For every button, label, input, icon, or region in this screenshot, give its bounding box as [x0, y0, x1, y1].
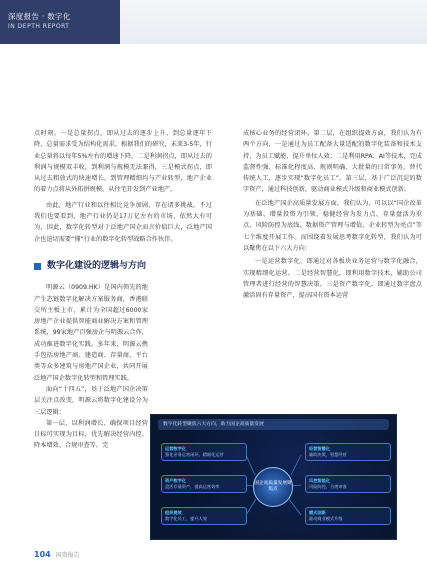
section-title-text: 数字化建设的逻辑与方向 — [47, 260, 147, 271]
figure-box-text: 盘活存量资产，提高运营效率 — [165, 484, 220, 489]
page-header — [0, 0, 427, 44]
right-para-3: 一是运营数字化，即通过对各板块业务运营与数字化融合，实现精细化运营。二是经营智慧化，即利用数字技术，辅助公司管理者进行经营的智慧决策。三是资产数字化，即通过数字盘点激活固有存量资产，提高国有资本运营 — [243, 258, 422, 300]
right-para-2: 在泛地产国企高质量发展方面，我们认为，可以以“国企改革为基础、增量投资为引领、稳健经营为发力点、存量盘活为重点、风险防控为底线、数据资产管理与增值、企业转型为亮点”等七个维度开展工作。而围绕着发展思考数字化转型，我们认为可以聚焦在以下六大方向： — [243, 199, 422, 252]
figure-box-title: 风控智能化 — [309, 478, 330, 483]
left-para-3: 明源云（0909.HK）是国内领先的地产生态链数字化解决方案服务商，香港联交所主板上市，累计为全国超过6000家房地产企业提供智能商业解决方案和管理系统，99家地产百强房企与明源云合作，成功推进数字化实践。多年来，明源云携手包括房地产商、建造商、存量商、平台类等众多建筑与房地产国企业，共同开展泛地产国企数字化转型和管理实践。 — [34, 284, 148, 382]
section-title — [34, 261, 212, 272]
left-column — [34, 128, 212, 452]
figure-box-text: 辅助决策，智慧经营 — [309, 452, 347, 457]
magazine-name: 国资报告 — [55, 552, 80, 559]
figure-box-text: 风险防控，合规审查 — [309, 484, 347, 489]
header-subtitle: IN DEPTH REPORT — [8, 23, 70, 30]
right-column — [243, 128, 422, 301]
header-light-band — [120, 0, 427, 44]
section-marker-icon — [34, 263, 41, 270]
figure-center-text: 国企高质量发展聚焦点 — [254, 481, 292, 492]
figure-box-text: 强化业务运营闭环，精细化运营 — [165, 452, 224, 457]
left-para-5: 第一层，以利润增长、确保项目经营目标可实现为目标，优先解决经营内控、降本增效、合规审查等。完 — [34, 419, 148, 450]
figure-box-title: 资产数字化 — [165, 478, 186, 483]
left-para-4: 面向“十四五”，基于泛地产国企决策层关注点改变，明源云将数字化建设分为三层逻辑： — [34, 385, 148, 416]
figure-box-text: 驱动商业模式升级 — [309, 516, 343, 521]
figure-title: 数字化转型聚焦六大方向，助力国企高质量发展 — [158, 419, 389, 430]
figure-box-title: 模式创新 — [309, 510, 326, 515]
left-para-1: 点时刻。一是总量拐点，即从过去的逐步上升，到总量逐年下降，总量需求受为结构化需求，根据我们的研究，未来3-5年，行业总量将以每年5%左右的增速下降，二是利润拐点，即从过去的利润与规模双丰收，到利润与规模无法兼得，三是模式拐点，即从过去粗放式的快速增长，到管理精细均与产业转型，地产企业的着力点将从外拓拼规模，从往宅开发到产业地产。 — [34, 130, 212, 194]
left-para-2: 由此，地产行业和以往相比竞争加剧，存在诸多挑战。不过我们也要看到，地产行业仍是17万亿左右的市场，依然大有可为，因此，数字化转型对于泛地产国企而言价值巨大，泛地产国企也迫切需要“懂”行业的数字化转型战略合作伙伴。 — [34, 201, 212, 243]
header-title: 深度报告 · 数字化 — [8, 12, 71, 21]
figure-center-circle — [253, 467, 293, 507]
page-footer — [34, 550, 80, 559]
right-para-1: 成核心业务的经营闭环。第二层，在组织提效方面，我们认为有两个方向，一是通过为员工配备大量适配的数字化装备和技术支持，为员工赋能，提升单位人效；二是利用RPA、AI等技术，完成监督性强、标准化程度高、规则明确、大批量的日常事务，替代传统人工，逐步实现“数字化员工”。第三层，基于广泛沉淀的数字资产，通过科技创新，驱动商业模式升级和商业模式创新。 — [243, 130, 422, 194]
figure-box-title: 经营智慧化 — [309, 446, 330, 451]
figure-box-title: 组织提效 — [165, 510, 182, 515]
six-directions-figure — [150, 414, 397, 540]
header-dark-block — [0, 0, 120, 44]
figure-box-text: 数字化员工，提升人效 — [165, 516, 207, 521]
page-number: 104 — [34, 550, 51, 559]
figure-box-title: 运营数字化 — [165, 446, 186, 451]
